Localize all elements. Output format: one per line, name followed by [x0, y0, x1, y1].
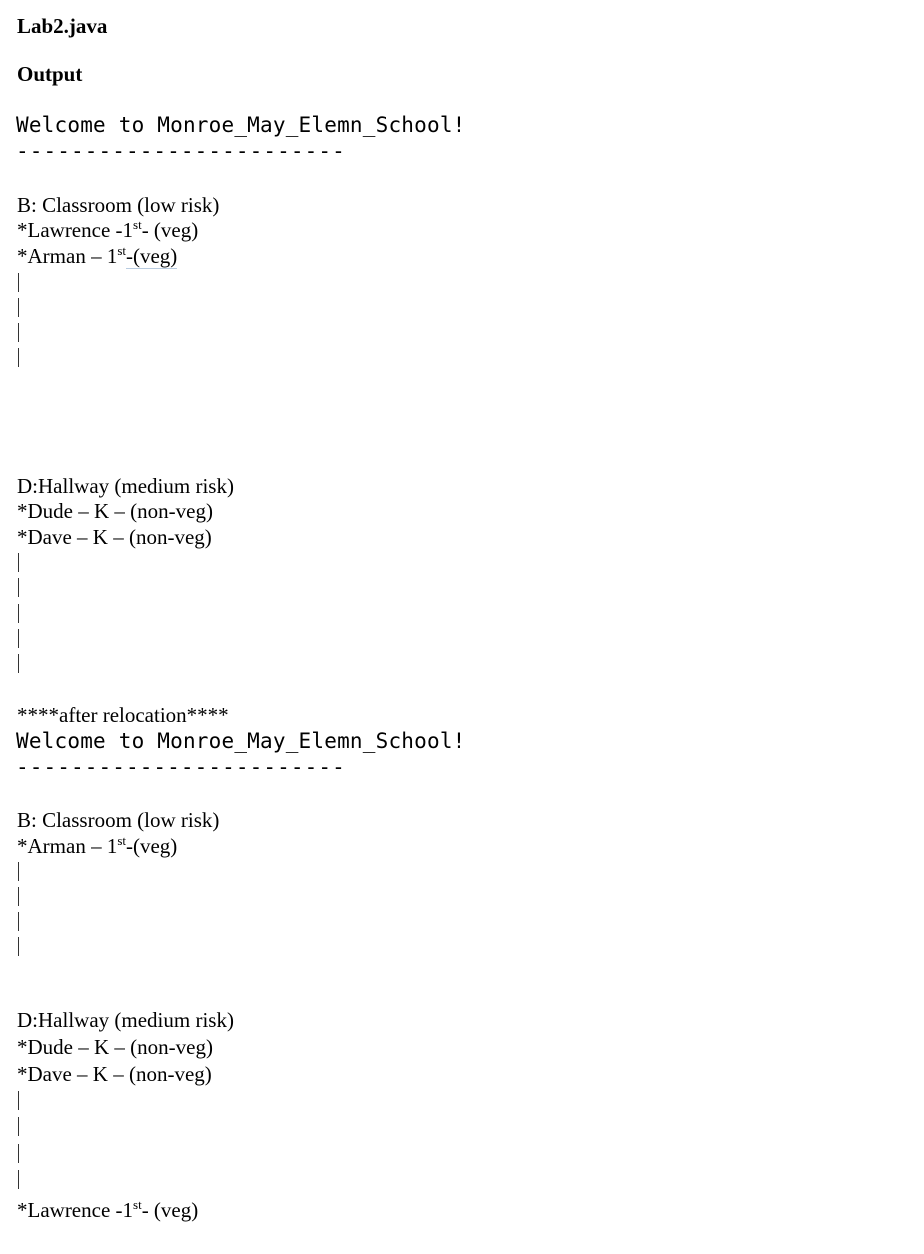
bar-line — [18, 1091, 19, 1110]
room-d-title: D:Hallway (medium risk) — [17, 474, 234, 498]
bar-line — [18, 937, 19, 956]
student-dude: *Dude – K – (non-veg) — [17, 1035, 213, 1059]
student-lawrence-relocated: *Lawrence -1st- (veg) — [17, 1197, 199, 1222]
student-lawrence: *Lawrence -1st- (veg) — [17, 217, 199, 242]
student-dave: *Dave – K – (non-veg) — [17, 525, 212, 549]
bar-line — [18, 629, 19, 648]
divider-line: ------------------------ — [16, 139, 346, 163]
welcome-line: Welcome to Monroe_May_Elemn_School! — [16, 113, 466, 137]
bar-line — [18, 553, 19, 572]
room-b-title: B: Classroom (low risk) — [17, 808, 220, 832]
student-arman: *Arman – 1st-(veg) — [17, 243, 178, 268]
bar-line — [18, 654, 19, 673]
student-dude: *Dude – K – (non-veg) — [17, 499, 213, 523]
bar-line — [18, 298, 19, 317]
bar-line — [18, 862, 19, 881]
bar-line — [18, 348, 19, 367]
welcome-line: Welcome to Monroe_May_Elemn_School! — [16, 729, 466, 753]
bar-line — [18, 323, 19, 342]
bar-line — [18, 912, 19, 931]
bar-line — [18, 578, 19, 597]
bar-line — [18, 1144, 19, 1163]
student-arman: *Arman – 1st-(veg) — [17, 833, 178, 858]
bar-line — [18, 887, 19, 906]
student-dave: *Dave – K – (non-veg) — [17, 1062, 212, 1086]
room-b-title: B: Classroom (low risk) — [17, 193, 220, 217]
output-heading: Output — [17, 62, 83, 86]
bar-line — [18, 604, 19, 623]
relocation-label: ****after relocation**** — [17, 703, 229, 727]
bar-line — [18, 1170, 19, 1189]
bar-line — [18, 1117, 19, 1136]
file-title: Lab2.java — [17, 14, 108, 38]
bar-line — [18, 273, 19, 292]
room-d-title: D:Hallway (medium risk) — [17, 1008, 234, 1032]
divider-line: ------------------------ — [16, 755, 346, 779]
